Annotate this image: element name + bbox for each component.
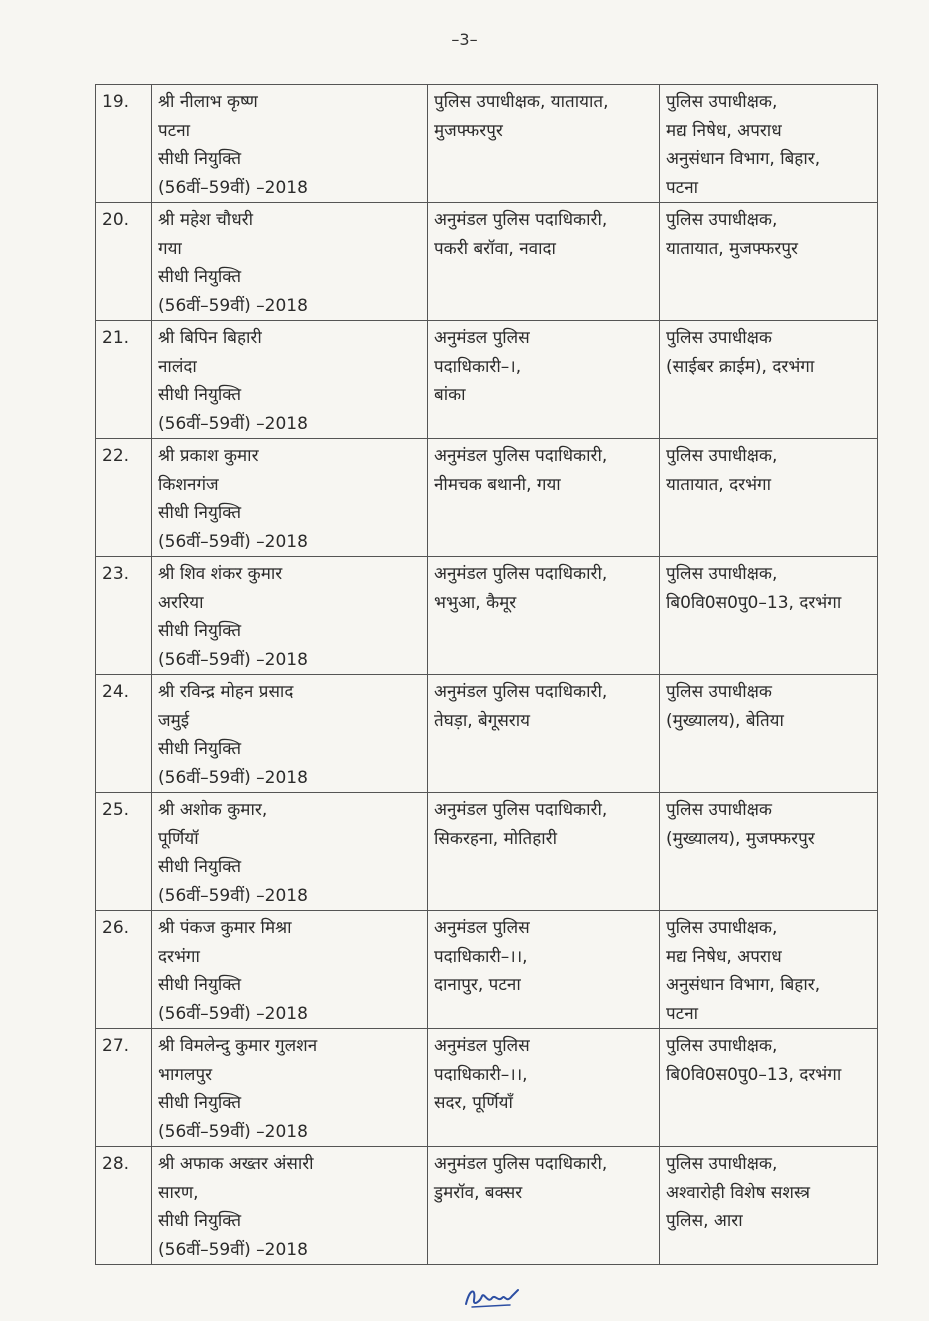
table-row — [96, 321, 878, 439]
officer-details-line: सीधी नियुक्ति — [158, 621, 242, 641]
new-posting — [660, 1147, 878, 1265]
officer-details — [152, 675, 428, 793]
officer-details-line: किशनगंज — [158, 474, 219, 495]
officer-details-line: पूर्णियॉ — [158, 828, 199, 849]
new-posting-line: बि0वि0स0पु0–13, दरभंगा — [666, 1064, 842, 1085]
current-posting — [428, 1029, 660, 1147]
officer-details — [152, 203, 428, 321]
new-posting-line: पटना — [666, 1003, 699, 1024]
officer-details-line: सीधी नियुक्ति — [158, 503, 242, 523]
new-posting-line: पुलिस, आरा — [666, 1211, 743, 1231]
current-posting-line: डुमरॉव, बक्सर — [434, 1182, 523, 1203]
current-posting-line: भभुआ, कैमूर — [434, 592, 517, 613]
table-row — [96, 1029, 878, 1147]
table-row — [96, 439, 878, 557]
officer-details-line: सीधी नियुक्ति — [158, 975, 242, 995]
new-posting-line: पुलिस उपाधीक्षक, — [666, 1154, 778, 1174]
officer-details-line: श्री अशोक कुमार, — [158, 800, 268, 820]
officer-details-line: सीधी नियुक्ति — [158, 1093, 242, 1113]
new-posting — [660, 85, 878, 203]
new-posting-line: मद्य निषेध, अपराध — [666, 120, 782, 141]
current-posting-line: पकरी बरॉवा, नवादा — [434, 238, 556, 259]
officer-details — [152, 321, 428, 439]
new-posting — [660, 675, 878, 793]
officer-details-line: सीधी नियुक्ति — [158, 739, 242, 759]
officer-details — [152, 1147, 428, 1265]
new-posting-line: मद्य निषेध, अपराध — [666, 946, 782, 967]
new-posting — [660, 911, 878, 1029]
new-posting-line: पुलिस उपाधीक्षक — [666, 682, 772, 702]
new-posting-line: (साईबर क्राईम), दरभंगा — [666, 356, 815, 377]
current-posting — [428, 439, 660, 557]
new-posting-line: पटना — [666, 177, 699, 198]
signature — [462, 1282, 522, 1312]
serial-number: 26. — [96, 911, 152, 1029]
officer-details-line: (56वीं–59वीं) –2018 — [158, 1121, 308, 1142]
serial-number: 21. — [96, 321, 152, 439]
current-posting — [428, 85, 660, 203]
officer-details-line: सीधी नियुक्ति — [158, 267, 242, 287]
serial-number: 22. — [96, 439, 152, 557]
table-row — [96, 911, 878, 1029]
officer-details-line: (56वीं–59वीं) –2018 — [158, 885, 308, 906]
current-posting — [428, 911, 660, 1029]
officer-details — [152, 439, 428, 557]
current-posting-line: बांका — [434, 385, 466, 405]
table-row — [96, 1147, 878, 1265]
current-posting-line: अनुमंडल पुलिस — [434, 328, 530, 348]
new-posting-line: अनुसंधान विभाग, बिहार, — [666, 975, 821, 995]
new-posting-line: यातायात, दरभंगा — [666, 474, 772, 495]
officer-details-line: (56वीं–59वीं) –2018 — [158, 531, 308, 552]
serial-number: 24. — [96, 675, 152, 793]
officer-details — [152, 557, 428, 675]
current-posting-line: नीमचक बथानी, गया — [434, 474, 561, 495]
officer-details-line: श्री पंकज कुमार मिश्रा — [158, 918, 292, 938]
officer-details — [152, 793, 428, 911]
current-posting-line: मुजफ्फरपुर — [434, 120, 503, 141]
current-posting-line: सदर, पूर्णियाँ — [434, 1093, 513, 1113]
officer-details-line: श्री बिपिन बिहारी — [158, 328, 262, 348]
new-posting — [660, 203, 878, 321]
current-posting-line: तेघड़ा, बेगूसराय — [434, 710, 531, 731]
current-posting — [428, 203, 660, 321]
officer-details-line: सीधी नियुक्ति — [158, 385, 242, 405]
officer-details-line: नालंदा — [158, 356, 197, 377]
officer-details-line: (56वीं–59वीं) –2018 — [158, 767, 308, 788]
current-posting-line: अनुमंडल पुलिस पदाधिकारी, — [434, 564, 608, 584]
officer-details — [152, 1029, 428, 1147]
new-posting — [660, 1029, 878, 1147]
table-row — [96, 557, 878, 675]
officer-details-line: (56वीं–59वीं) –2018 — [158, 177, 308, 198]
new-posting-line: बि0वि0स0पु0–13, दरभंगा — [666, 592, 842, 613]
officer-details-line: सीधी नियुक्ति — [158, 149, 242, 169]
current-posting — [428, 675, 660, 793]
officer-details-line: सारण, — [158, 1182, 199, 1203]
officer-details-line: भागलपुर — [158, 1064, 213, 1085]
new-posting-line: अश्वारोही विशेष सशस्त्र — [666, 1182, 810, 1203]
serial-number: 23. — [96, 557, 152, 675]
new-posting-line: (मुख्यालय), बेतिया — [666, 710, 784, 731]
officer-details — [152, 85, 428, 203]
officer-details-line: श्री महेश चौधरी — [158, 210, 254, 230]
new-posting-line: पुलिस उपाधीक्षक — [666, 328, 772, 348]
current-posting-line: अनुमंडल पुलिस — [434, 1036, 530, 1056]
new-posting-line: पुलिस उपाधीक्षक, — [666, 446, 778, 466]
serial-number: 25. — [96, 793, 152, 911]
officer-details-line: श्री अफाक अख्तर अंसारी — [158, 1154, 314, 1174]
officer-details-line: गया — [158, 238, 182, 259]
table-row — [96, 793, 878, 911]
current-posting-line: अनुमंडल पुलिस पदाधिकारी, — [434, 800, 608, 820]
table-row — [96, 675, 878, 793]
serial-number: 28. — [96, 1147, 152, 1265]
new-posting-line: (मुख्यालय), मुजफ्फरपुर — [666, 828, 815, 849]
current-posting-line: सिकरहना, मोतिहारी — [434, 828, 558, 849]
current-posting — [428, 557, 660, 675]
new-posting-line: यातायात, मुजफ्फरपुर — [666, 238, 798, 259]
new-posting-line: अनुसंधान विभाग, बिहार, — [666, 149, 821, 169]
officer-details-line: (56वीं–59वीं) –2018 — [158, 1003, 308, 1024]
new-posting — [660, 557, 878, 675]
current-posting-line: अनुमंडल पुलिस पदाधिकारी, — [434, 446, 608, 466]
current-posting — [428, 793, 660, 911]
table-row — [96, 203, 878, 321]
table-body — [96, 85, 878, 1265]
new-posting-line: पुलिस उपाधीक्षक, — [666, 564, 778, 584]
officer-details-line: श्री प्रकाश कुमार — [158, 446, 259, 466]
officer-details-line: (56वीं–59वीं) –2018 — [158, 1239, 308, 1260]
current-posting — [428, 1147, 660, 1265]
officer-details-line: श्री रविन्द्र मोहन प्रसाद — [158, 682, 294, 702]
new-posting-line: पुलिस उपाधीक्षक, — [666, 92, 778, 112]
serial-number: 27. — [96, 1029, 152, 1147]
officer-details-line: दरभंगा — [158, 946, 200, 967]
current-posting-line: पदाधिकारी–।।, — [434, 946, 528, 967]
page-number: –3– — [451, 30, 478, 49]
current-posting-line: अनुमंडल पुलिस — [434, 918, 530, 938]
officer-details-line: (56वीं–59वीं) –2018 — [158, 649, 308, 670]
new-posting-line: पुलिस उपाधीक्षक — [666, 800, 772, 820]
new-posting — [660, 321, 878, 439]
officer-details-line: अररिया — [158, 592, 204, 613]
new-posting-line: पुलिस उपाधीक्षक, — [666, 918, 778, 938]
new-posting-line: पुलिस उपाधीक्षक, — [666, 210, 778, 230]
current-posting-line: पदाधिकारी–।, — [434, 356, 522, 377]
serial-number: 19. — [96, 85, 152, 203]
officer-details-line: (56वीं–59वीं) –2018 — [158, 413, 308, 434]
current-posting-line: अनुमंडल पुलिस पदाधिकारी, — [434, 682, 608, 702]
current-posting-line: पुलिस उपाधीक्षक, यातायात, — [434, 92, 609, 112]
new-posting — [660, 439, 878, 557]
officer-details-line: श्री शिव शंकर कुमार — [158, 564, 283, 584]
officer-details-line: श्री विमलेन्दु कुमार गुलशन — [158, 1036, 318, 1056]
new-posting-line: पुलिस उपाधीक्षक, — [666, 1036, 778, 1056]
officer-details-line: जमुई — [158, 710, 190, 731]
serial-number: 20. — [96, 203, 152, 321]
current-posting-line: अनुमंडल पुलिस पदाधिकारी, — [434, 210, 608, 230]
current-posting-line: अनुमंडल पुलिस पदाधिकारी, — [434, 1154, 608, 1174]
current-posting-line: दानापुर, पटना — [434, 975, 521, 995]
new-posting — [660, 793, 878, 911]
current-posting — [428, 321, 660, 439]
officer-details — [152, 911, 428, 1029]
transfer-table — [95, 84, 878, 1265]
officer-details-line: श्री नीलाभ कृष्ण — [158, 92, 258, 112]
officer-details-line: (56वीं–59वीं) –2018 — [158, 295, 308, 316]
table-row — [96, 85, 878, 203]
officer-details-line: सीधी नियुक्ति — [158, 857, 242, 877]
current-posting-line: पदाधिकारी–।।, — [434, 1064, 528, 1085]
officer-details-line: पटना — [158, 120, 191, 141]
officer-details-line: सीधी नियुक्ति — [158, 1211, 242, 1231]
